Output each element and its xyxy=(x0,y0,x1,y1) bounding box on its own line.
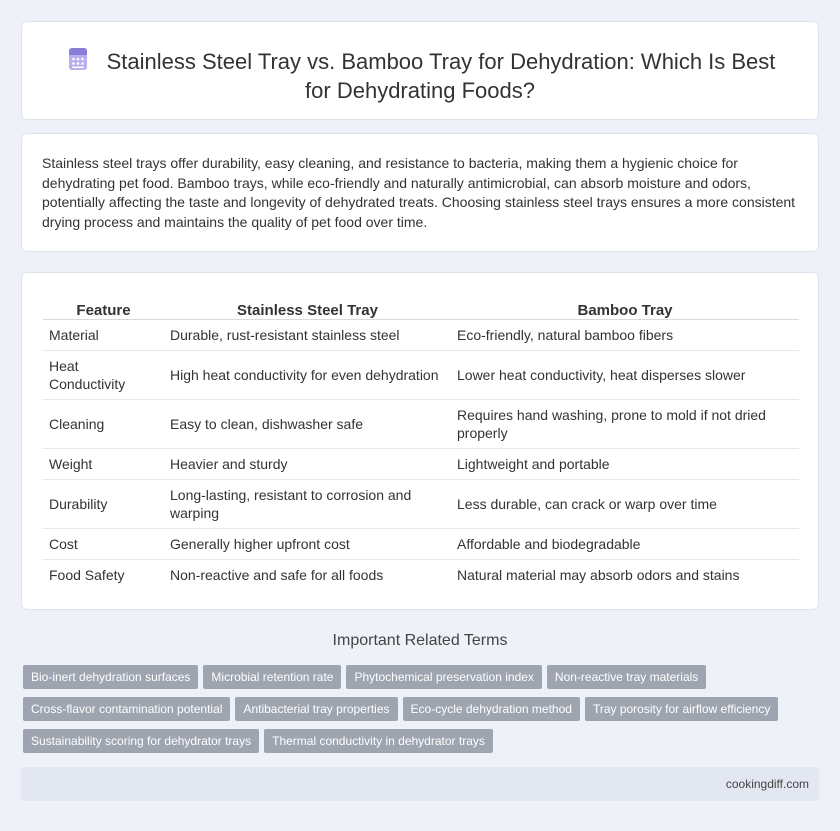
term-tag[interactable]: Bio-inert dehydration surfaces xyxy=(23,665,198,689)
term-tag[interactable]: Sustainability scoring for dehydrator trays xyxy=(23,729,259,753)
column-header-stainless-steel: Stainless Steel Tray xyxy=(164,295,451,319)
term-tag[interactable]: Antibacterial tray properties xyxy=(235,697,397,721)
table-cell-steel: Generally higher upfront cost xyxy=(164,528,451,559)
intro-card xyxy=(21,133,819,252)
term-tag[interactable]: Non-reactive tray materials xyxy=(547,665,706,689)
table-cell-steel: Easy to clean, dishwasher safe xyxy=(164,399,451,448)
table-row xyxy=(43,319,799,350)
comparison-table xyxy=(43,295,799,590)
table-cell-feature: Weight xyxy=(43,448,164,479)
page-header xyxy=(62,46,778,105)
related-terms-heading: Important Related Terms xyxy=(332,632,508,649)
table-cell-bamboo: Affordable and biodegradable xyxy=(451,528,799,559)
table-cell-bamboo: Lightweight and portable xyxy=(451,448,799,479)
table-cell-steel: High heat conductivity for even dehydration xyxy=(164,350,451,399)
term-tag[interactable]: Tray porosity for airflow efficiency xyxy=(585,697,778,721)
comparison-card xyxy=(21,272,819,610)
term-tag[interactable]: Cross-flavor contamination potential xyxy=(23,697,230,721)
table-cell-bamboo: Less durable, can crack or warp over time xyxy=(451,479,799,528)
term-tag[interactable]: Phytochemical preservation index xyxy=(346,665,541,689)
title-card xyxy=(21,21,819,120)
table-row xyxy=(43,559,799,590)
table-row xyxy=(43,479,799,528)
column-header-bamboo: Bamboo Tray xyxy=(451,295,799,319)
table-cell-steel: Non-reactive and safe for all foods xyxy=(170,566,384,583)
table-cell-feature: Durability xyxy=(43,479,164,528)
table-cell-bamboo: Lower heat conductivity, heat disperses slower xyxy=(451,350,799,399)
column-header-feature: Feature xyxy=(43,295,164,319)
intro-paragraph: Stainless steel trays offer durability, easy cleaning, and resistance to bacteria, making them a hygienic choice for dehydrating pet food. Bamboo trays, while eco-friendly and naturally antimicrobial, can absorb moisture and odors, potentially affecting the taste and longevity of dehydrated treats. Choosing stainless steel trays ensures a more consistent drying process and maintains the quality of pet food over time. xyxy=(42,155,796,230)
table-cell-bamboo: Requires hand washing, prone to mold if not dried properly xyxy=(451,399,799,448)
table-row xyxy=(43,448,799,479)
term-tag[interactable]: Thermal conductivity in dehydrator trays xyxy=(264,729,493,753)
table-cell-feature: Cleaning xyxy=(43,399,164,448)
table-cell-steel: Heavier and sturdy xyxy=(164,448,451,479)
table-row xyxy=(43,399,799,448)
table-cell-feature: Food Safety xyxy=(49,566,125,583)
table-header-row xyxy=(43,295,799,319)
table-cell-feature: Heat Conductivity xyxy=(43,350,164,399)
table-cell-feature: Material xyxy=(43,319,164,350)
table-row xyxy=(43,350,799,399)
table-cell-bamboo: Natural material may absorb odors and stains xyxy=(457,566,740,583)
term-tag[interactable]: Eco-cycle dehydration method xyxy=(403,697,580,721)
related-terms-list xyxy=(23,665,803,761)
table-cell-bamboo: Eco-friendly, natural bamboo fibers xyxy=(451,319,799,350)
page-title xyxy=(62,46,778,105)
term-tag[interactable]: Microbial retention rate xyxy=(203,665,341,689)
table-cell-steel: Long-lasting, resistant to corrosion and warping xyxy=(164,479,451,528)
page-title-text: Stainless Steel Tray vs. Bamboo Tray for Dehydration: Which Is Best for Dehydrating Foods? xyxy=(106,49,776,103)
footer-site-link[interactable]: cookingdiff.com xyxy=(725,777,809,791)
table-row xyxy=(43,528,799,559)
table-cell-feature: Cost xyxy=(43,528,164,559)
calculator-icon xyxy=(65,46,91,72)
footer-bar xyxy=(21,767,819,801)
table-cell-steel: Durable, rust-resistant stainless steel xyxy=(164,319,451,350)
